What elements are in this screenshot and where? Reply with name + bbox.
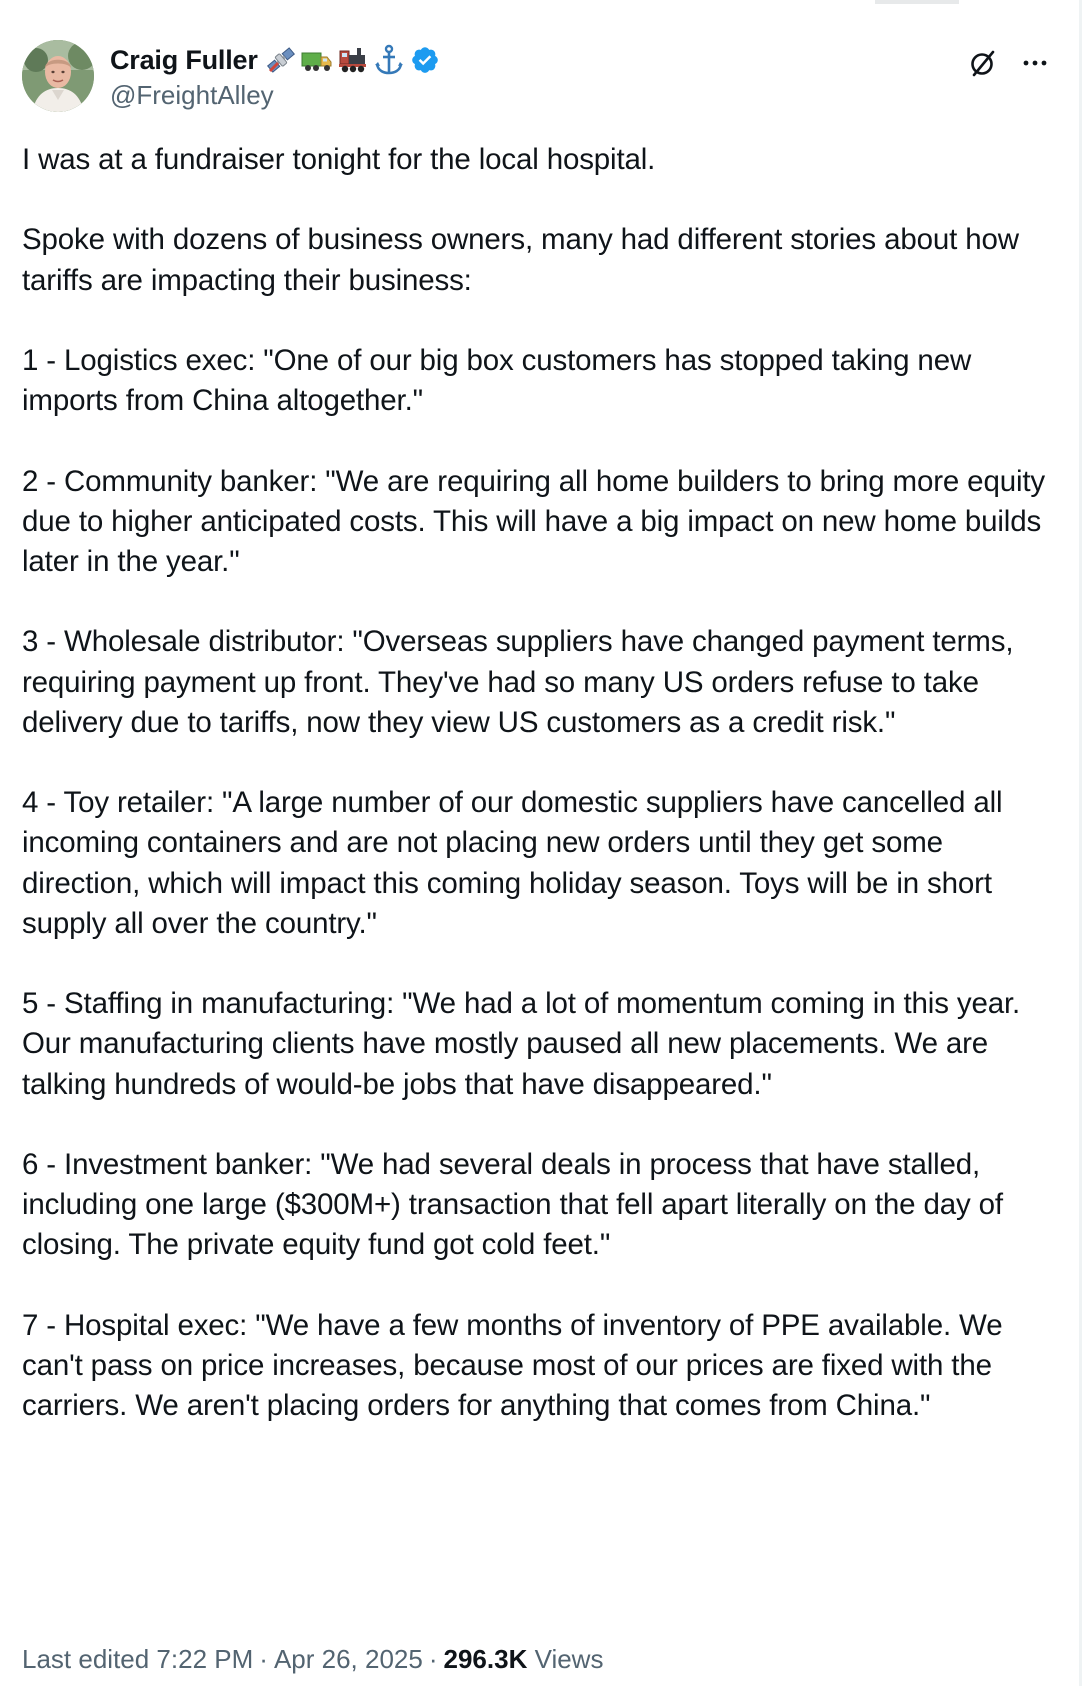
post-paragraph-item-3: 3 - Wholesale distributor: "Overseas suppliers have changed payment terms, requiring payment up front. They've had so many US orders refuse to take delivery due to tariffs, now they view US customers as a credit risk." — [22, 625, 1014, 739]
post-date[interactable]: Apr 26, 2025 — [273, 1644, 423, 1674]
more-icon — [1020, 48, 1050, 78]
header-actions — [966, 46, 1052, 80]
satellite-icon — [264, 43, 298, 77]
post-paragraph-context: Spoke with dozens of business owners, many had different stories about how tariffs are impacting their business: — [22, 223, 1019, 297]
post-paragraph-item-7: 7 - Hospital exec: "We have a few months of inventory of PPE available. We can't pass on price increases, because most of our prices are fixed with the carriers. We aren't placing orders for anything that comes from China." — [22, 1308, 1003, 1423]
post-text — [22, 140, 1062, 1426]
name-emojis — [264, 43, 406, 77]
grok-button[interactable] — [966, 46, 1000, 80]
truck-icon — [300, 43, 334, 77]
views-count: 296.3K — [443, 1644, 528, 1674]
display-name[interactable]: Craig Fuller — [110, 45, 258, 75]
anchor-icon — [372, 43, 406, 77]
post-paragraph-item-2: 2 - Community banker: "We are requiring all home builders to bring more equity due to higher anticipated costs. This will have a big impact on new home builds later in the year." — [22, 464, 1046, 578]
edited-timestamp[interactable]: Last edited 7:22 PM — [22, 1644, 254, 1674]
post-paragraph-intro: I was at a fundraiser tonight for the local hospital. — [22, 143, 656, 176]
post-paragraph-item-5: 5 - Staffing in manufacturing: "We had a lot of momentum coming in this year. Our manufacturing clients have mostly paused all new placements. We are talking hundreds of would-be jobs that have disappeared." — [22, 987, 1021, 1101]
post-paragraph-item-1: 1 - Logistics exec: "One of our big box customers has stopped taking new imports from China altogether." — [22, 343, 972, 418]
avatar[interactable] — [22, 40, 94, 112]
top-edge-divider — [875, 0, 959, 4]
author-handle[interactable]: @FreightAlley — [110, 80, 274, 110]
author-names — [110, 42, 440, 112]
meta-separator: · — [428, 1644, 438, 1674]
post-header — [22, 40, 1060, 116]
verified-badge-icon[interactable] — [410, 45, 440, 75]
post-paragraph-item-6: 6 - Investment banker: "We had several deals in process that have stalled, including one large ($300M+) transaction that fell apart literally on the day of closing. The private equity fund got cold feet." — [22, 1147, 1003, 1262]
locomotive-icon — [336, 43, 370, 77]
post-paragraph-item-4: 4 - Toy retailer: "A large number of our domestic suppliers have cancelled all incoming containers and are not placing new orders until they get some direction, which will impact this coming holiday season. Toys will be in short supply all over the country." — [22, 786, 1003, 940]
grok-icon — [968, 48, 998, 78]
meta-separator: · — [259, 1644, 268, 1674]
post-meta — [22, 1642, 603, 1676]
more-button[interactable] — [1018, 46, 1052, 80]
views-label: Views — [534, 1644, 604, 1674]
display-name-row — [110, 42, 440, 78]
